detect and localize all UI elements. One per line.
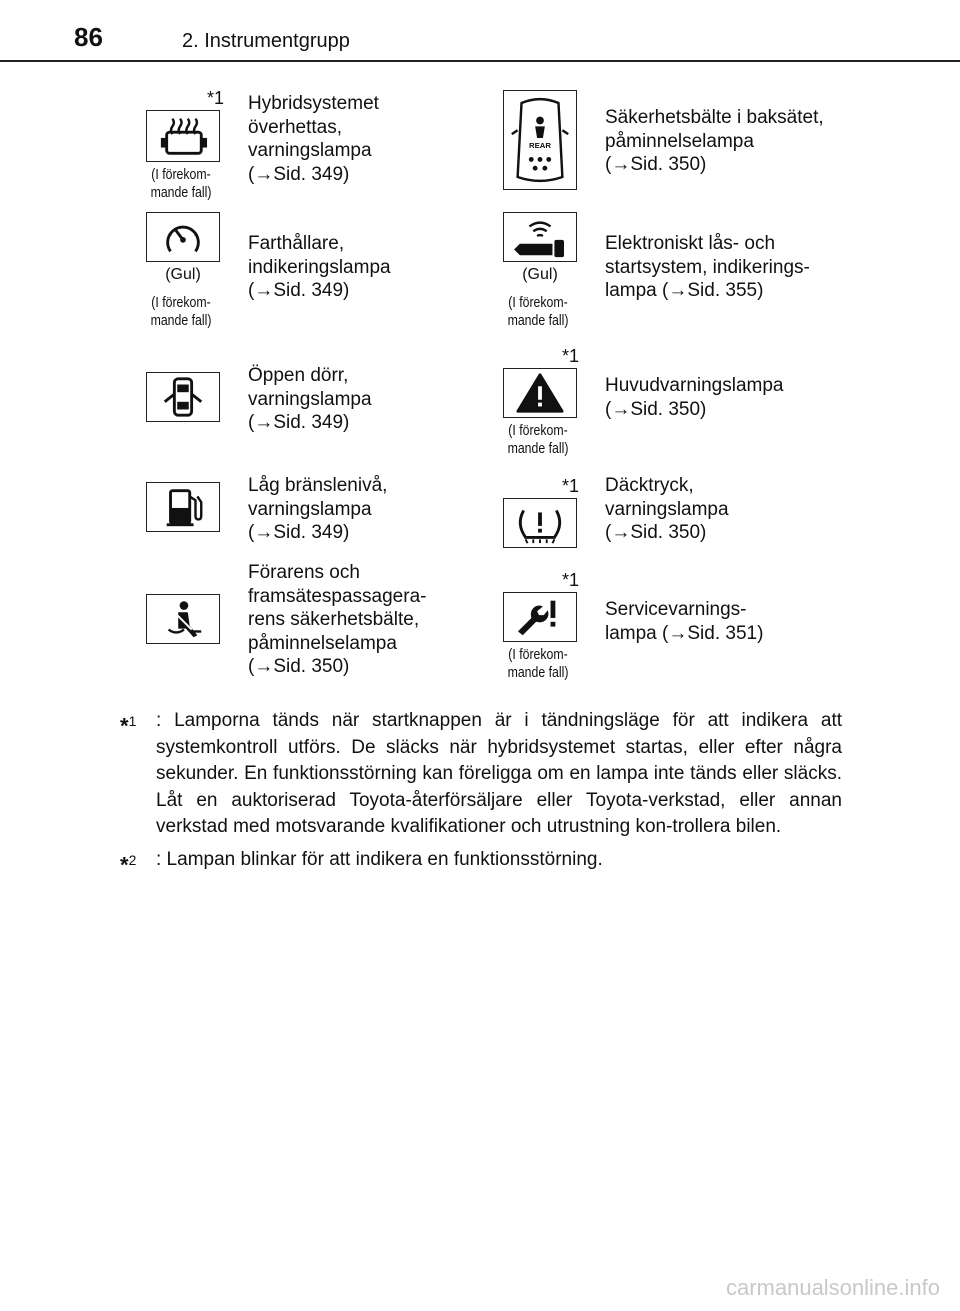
footnote-text: : Lamporna tänds när startknappen är i tändningsläge för att indikera att systemkontroll utförs. De släcks när hybridsystemet startas, eller efter några sekunder. En funktionsstörning kan föreligga om en lampa inte tänds eller släcks. Låt en auktoriserad Toyota-återförsäljare eller Toyota-verkstad, eller annan verkstad med motsvarande kvalifikationer och utrustning kon-trollera bilen.	[156, 710, 842, 837]
cruise-control-icon	[146, 212, 220, 262]
open-door-icon	[146, 372, 220, 422]
lamp-description: Hybridsystemet överhettas, varningslampa (→Sid. 349)	[248, 93, 379, 185]
chapter-title: 2. Instrumentgrupp	[182, 30, 350, 52]
footnote-2	[120, 847, 842, 877]
footnote-mark: *$^2$	[120, 851, 137, 877]
footnotes	[120, 708, 842, 879]
tire-pressure-icon	[503, 498, 577, 548]
lamp-description: Öppen dörr, varningslampa (→Sid. 349)	[248, 365, 372, 433]
availability-note: (I förekom- mande fall)	[150, 294, 212, 329]
color-note: (Gul)	[165, 266, 201, 283]
lamp-description: Elektroniskt lås- och startsystem, indikerings- lampa (→Sid. 355)	[605, 233, 810, 301]
service-wrench-icon	[503, 592, 577, 642]
lamp-description: Däcktryck, varningslampa (→Sid. 350)	[605, 475, 729, 543]
smart-key-icon	[503, 212, 577, 262]
hybrid-overheat-icon	[146, 110, 220, 162]
footnote-marker: *1	[207, 88, 225, 108]
availability-note: (I förekom- mande fall)	[507, 422, 569, 457]
availability-note: (I förekom- mande fall)	[507, 294, 569, 329]
page-header	[0, 0, 960, 60]
footnote-mark: *$^1$	[120, 713, 137, 739]
footnote-text: : Lampan blinkar för att indikera en funktionsstörning.	[156, 848, 603, 870]
lamp-description: Låg bränslenivå, varningslampa (→Sid. 349)	[248, 475, 388, 543]
footnote-1	[120, 708, 842, 841]
footnote-marker: *1	[562, 570, 580, 590]
master-warning-icon	[503, 368, 577, 418]
lamp-description: Säkerhetsbälte i baksätet, påminnelselampa (→Sid. 350)	[605, 107, 824, 175]
lamp-description: Farthållare, indikeringslampa (→Sid. 349)	[248, 233, 391, 301]
lamp-description: Huvudvarningslampa (→Sid. 350)	[605, 375, 784, 420]
lamp-description: Servicevarnings- lampa (→Sid. 351)	[605, 599, 764, 644]
header-rule	[0, 60, 960, 62]
svg-text:REAR: REAR	[528, 140, 552, 150]
lamp-description: Förarens och framsätespassagera- rens säkerhetsbälte, påminnelselampa (→Sid. 350)	[248, 562, 427, 677]
availability-note: (I förekom- mande fall)	[507, 646, 569, 681]
color-note: (Gul)	[522, 266, 558, 283]
footnote-marker: *1	[562, 476, 580, 496]
availability-note: (I förekom- mande fall)	[150, 166, 212, 201]
rear-seatbelt-icon	[503, 90, 577, 190]
fuel-icon	[146, 482, 220, 532]
seatbelt-icon	[146, 594, 220, 644]
footnote-marker: *1	[562, 346, 580, 366]
watermark: carmanualsonline.info	[725, 1275, 940, 1300]
page-number: 86	[74, 22, 103, 52]
